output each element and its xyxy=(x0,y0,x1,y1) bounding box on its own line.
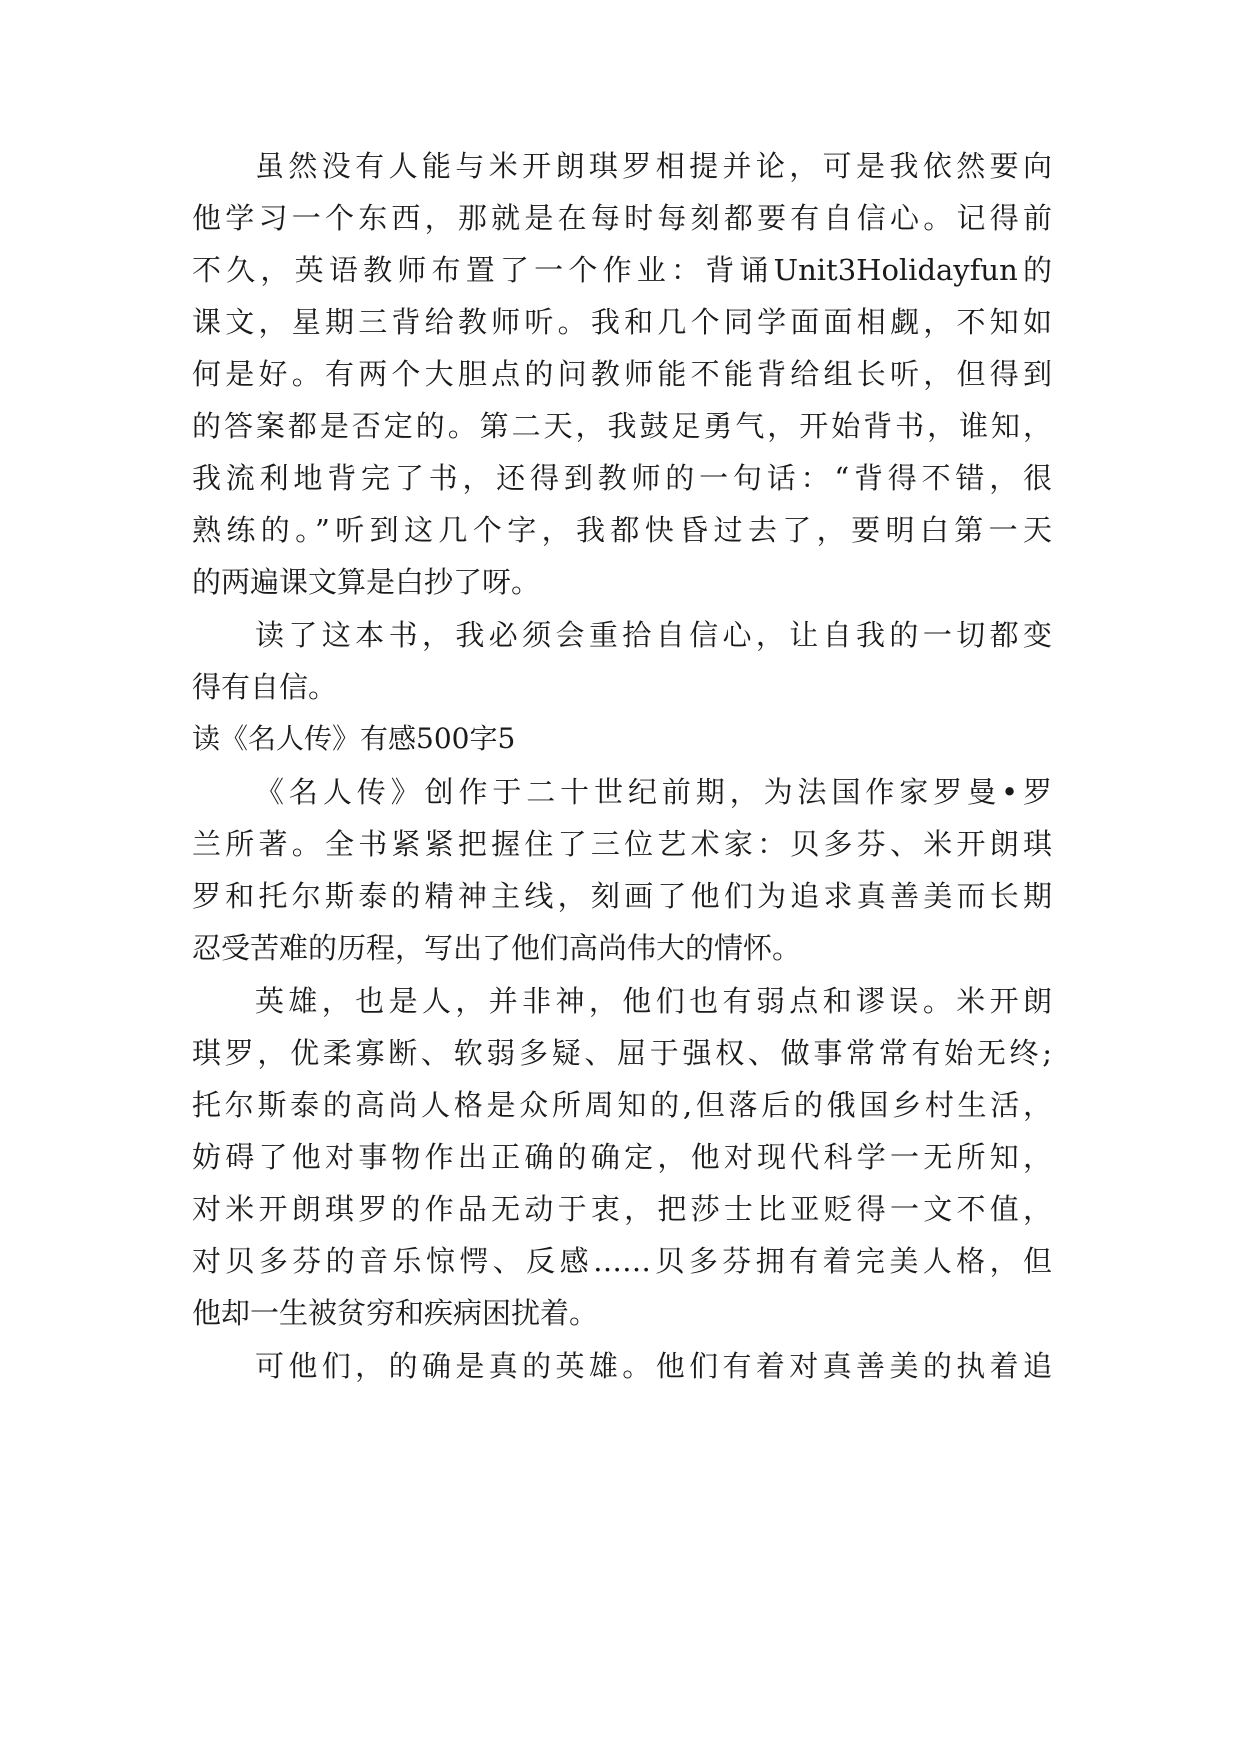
paragraph-line: 得有自信。 xyxy=(192,670,338,704)
paragraph-line: 罗和托尔斯泰的精神主线，刻画了他们为追求真善美而长期 xyxy=(192,879,1052,913)
paragraph-line: 虽然没有人能与米开朗琪罗相提并论，可是我依然要向 xyxy=(255,149,1052,183)
paragraph-line: 课文，星期三背给教师听。我和几个同学面面相觑，不知如 xyxy=(192,305,1052,339)
paragraph-line: 读了这本书，我必须会重拾自信心，让自我的一切都变 xyxy=(255,618,1052,652)
paragraph-line: 的答案都是否定的。第二天，我鼓足勇气，开始背书，谁知， xyxy=(192,409,1052,443)
paragraph-line: 对米开朗琪罗的作品无动于衷，把莎士比亚贬得一文不值， xyxy=(192,1192,1052,1226)
paragraph-line: 《名人传》创作于二十世纪前期，为法国作家罗曼•罗 xyxy=(255,775,1052,809)
paragraph-line: 可他们，的确是真的英雄。他们有着对真善美的执着追 xyxy=(255,1349,1052,1383)
paragraph-line: 我流利地背完了书，还得到教师的一句话：“背得不错，很 xyxy=(192,461,1052,495)
paragraph-line: 兰所著。全书紧紧把握住了三位艺术家：贝多芬、米开朗琪 xyxy=(192,827,1052,861)
paragraph-line: 不久，英语教师布置了一个作业：背诵Unit3Holidayfun的 xyxy=(192,253,1052,287)
paragraph-line: 琪罗，优柔寡断、软弱多疑、屈于强权、做事常常有始无终; xyxy=(192,1036,1052,1070)
paragraph-line: 何是好。有两个大胆点的问教师能不能背给组长听，但得到 xyxy=(192,357,1052,391)
paragraph-line: 忍受苦难的历程，写出了他们高尚伟大的情怀。 xyxy=(192,931,802,965)
paragraph-line: 的两遍课文算是白抄了呀。 xyxy=(192,565,541,599)
section-heading: 读《名人传》有感500字5 xyxy=(192,722,516,755)
paragraph-line: 托尔斯泰的高尚人格是众所周知的,但落后的俄国乡村生活， xyxy=(192,1088,1052,1122)
paragraph-line: 他学习一个东西，那就是在每时每刻都要有自信心。记得前 xyxy=(192,201,1052,235)
paragraph-line: 英雄，也是人，并非神，他们也有弱点和谬误。米开朗 xyxy=(255,984,1052,1018)
paragraph-line: 他却一生被贫穷和疾病困扰着。 xyxy=(192,1296,599,1330)
paragraph-line: 对贝多芬的音乐惊愕、反感……贝多芬拥有着完美人格，但 xyxy=(192,1244,1052,1278)
paragraph-line: 妨碍了他对事物作出正确的确定，他对现代科学一无所知， xyxy=(192,1140,1052,1174)
paragraph-line: 熟练的。”听到这几个字，我都快昏过去了，要明白第一天 xyxy=(192,513,1052,547)
